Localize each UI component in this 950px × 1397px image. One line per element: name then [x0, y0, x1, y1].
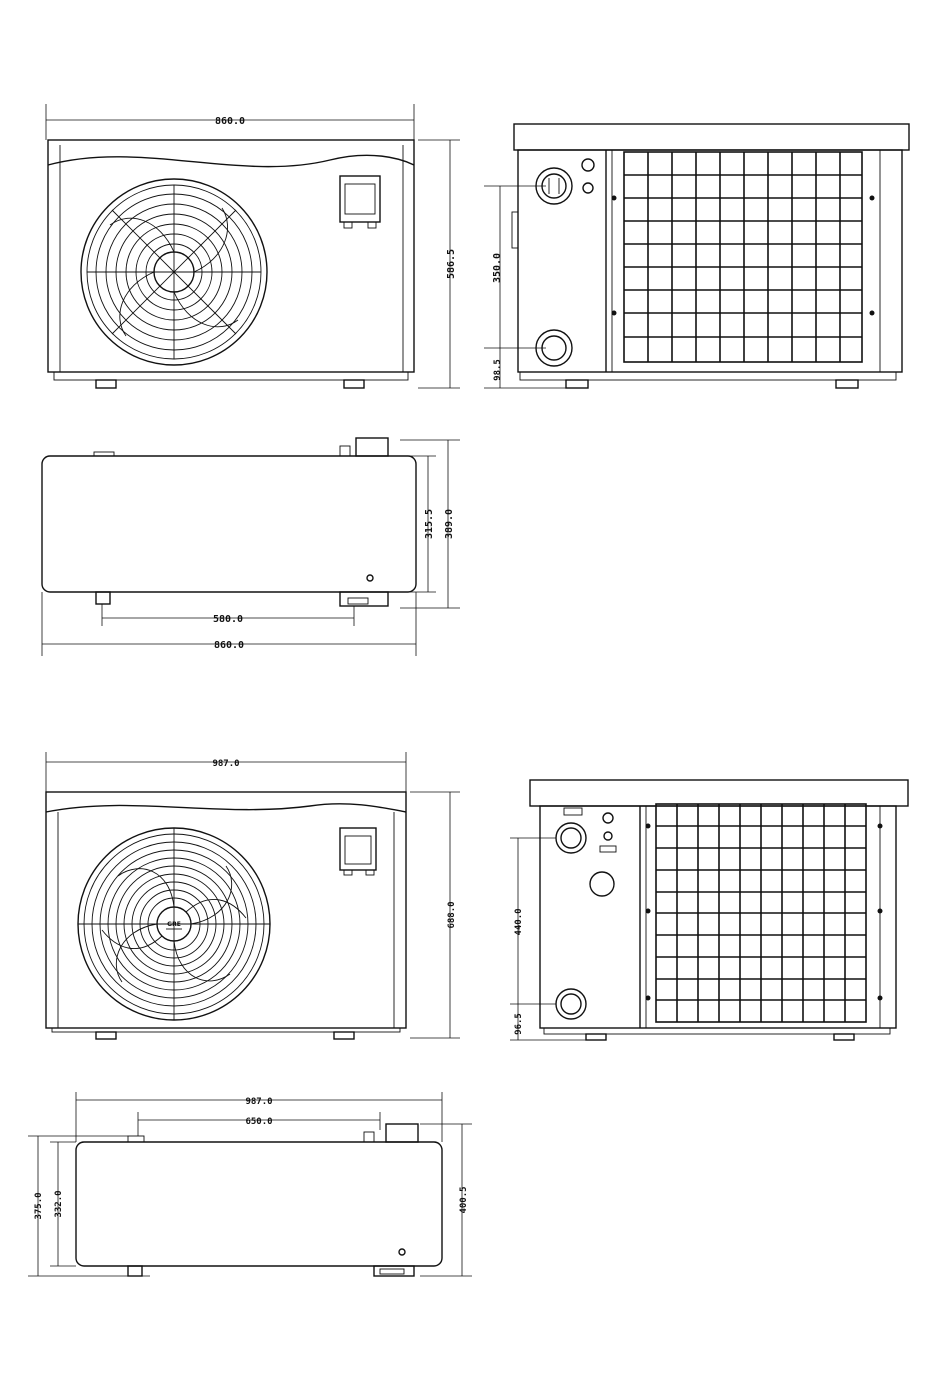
- small-side-port-spacing-label: 350.0: [492, 252, 503, 284]
- large-unit-top-view: [28, 1092, 472, 1276]
- large-top-width-label: 987.0: [245, 1097, 273, 1107]
- large-side-port-base-label: 96.5: [514, 1013, 524, 1035]
- large-unit-side-view: [510, 780, 908, 1040]
- small-front-height-label: 586.5: [446, 248, 457, 280]
- small-coil-grid: [612, 152, 875, 362]
- large-front-height-label: 688.0: [447, 901, 457, 929]
- large-front-width-label: 987.0: [212, 759, 240, 769]
- small-top-depth-inner-label: 315.5: [424, 508, 435, 540]
- small-front-width-label: 860.0: [214, 116, 246, 127]
- small-unit-side-view: [484, 124, 909, 388]
- large-coil-grid: [646, 804, 883, 1022]
- large-top-foot-spacing-label: 650.0: [245, 1117, 273, 1127]
- large-unit-front-view: [46, 752, 460, 1039]
- small-top-depth-outer-label: 389.0: [444, 508, 455, 540]
- small-side-port-base-label: 98.5: [493, 359, 503, 381]
- small-unit-top-view: [42, 438, 460, 656]
- small-unit-front-view: [46, 104, 460, 388]
- large-top-depth-outer-label: 375.0: [34, 1192, 44, 1220]
- small-top-width-label: 860.0: [213, 640, 245, 651]
- large-top-depth-total-label: 400.5: [459, 1186, 469, 1214]
- large-top-depth-inner-label: 332.0: [54, 1190, 64, 1218]
- small-top-foot-spacing-label: 580.0: [212, 614, 244, 625]
- large-side-port-spacing-label: 440.0: [514, 908, 524, 936]
- fan-badge-text: GRE: [167, 921, 181, 928]
